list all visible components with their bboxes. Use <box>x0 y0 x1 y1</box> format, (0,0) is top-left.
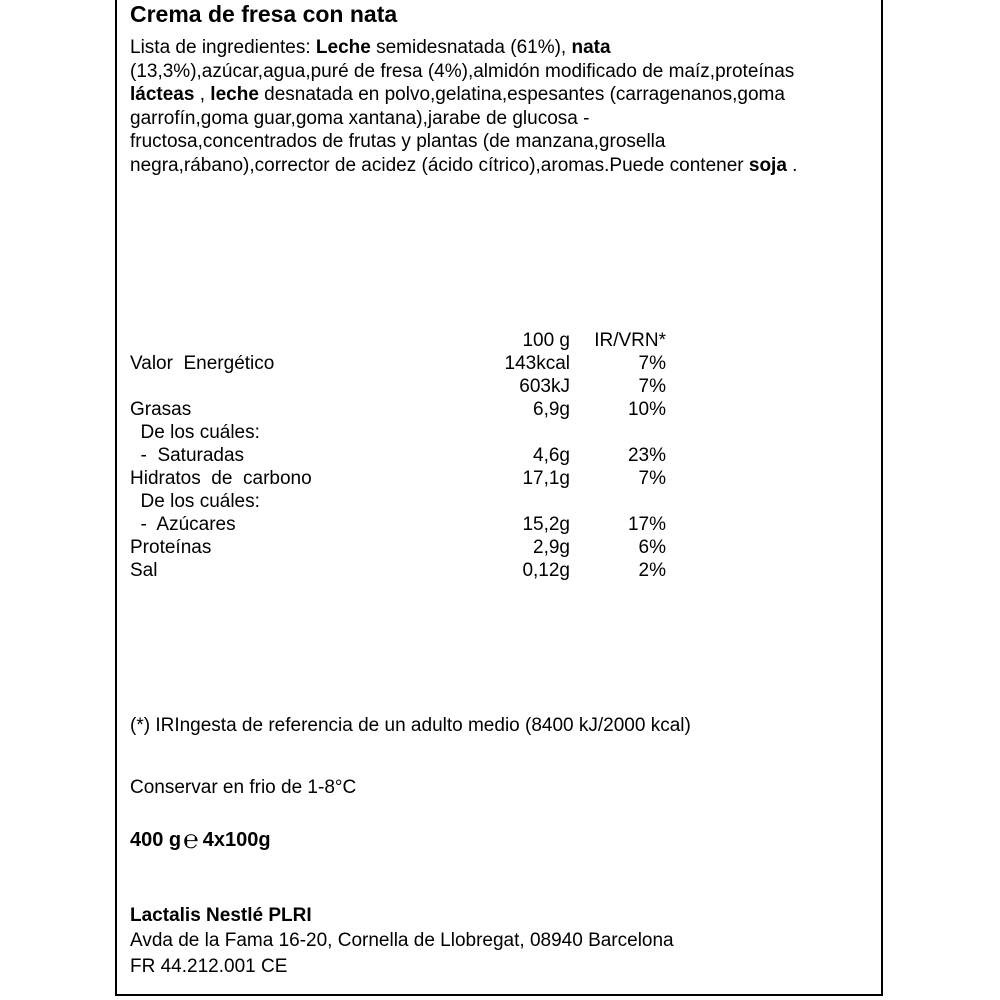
ingredient-text: garrofín,goma guar,goma xantana),jarabe de glucosa - <box>130 107 590 129</box>
nutrient-name: - Azúcares <box>130 514 236 535</box>
allergen-text: soja <box>748 154 787 176</box>
nutrient-amount: 2,9g <box>533 537 570 558</box>
nutrient-name: Sal <box>130 560 158 581</box>
ingredients-line <box>130 60 830 84</box>
nutrient-amount: 143kcal <box>504 353 570 374</box>
nutrient-name: - Saturadas <box>130 445 245 466</box>
net-weight <box>130 824 271 854</box>
nutrient-name: Valor Energético <box>130 353 275 374</box>
ingredient-text: , <box>194 84 211 105</box>
nutrient-name: Hidratos de carbono <box>130 468 312 489</box>
nutrient-ir-percent: 17% <box>627 514 666 535</box>
allergen-text: leche <box>210 84 259 105</box>
nutrient-ir-percent: 7% <box>638 468 666 489</box>
estimated-sign-icon: ℮ <box>183 824 199 854</box>
storage-instructions: Conservar en frio de 1-8°C <box>130 777 357 798</box>
ingredient-text: desnatada en polvo,gelatina,espesantes (carragenanos,goma <box>258 84 785 105</box>
ingredients-list <box>130 36 830 177</box>
nutrition-header-per-100g: 100 g <box>522 330 570 351</box>
nutrition-header-ir-vrn: IR/VRN* <box>594 330 666 351</box>
product-title: Crema de fresa con nata <box>130 1 398 27</box>
nutrient-amount: 15,2g <box>522 514 570 535</box>
nutrient-amount: 4,6g <box>533 445 570 466</box>
allergen-text: lácteas <box>130 84 195 105</box>
ingredients-line <box>130 154 830 178</box>
manufacturer-address: Avda de la Fama 16-20, Cornella de Llobregat, 08940 Barcelona <box>130 930 674 951</box>
ingredients-line <box>130 130 830 154</box>
reference-intake-footnote: (*) IRIngesta de referencia de un adulto medio (8400 kJ/2000 kcal) <box>130 715 691 736</box>
nutrient-amount: 0,12g <box>522 560 570 581</box>
nutrient-amount: 6,9g <box>533 399 570 420</box>
nutrient-ir-percent: 10% <box>627 399 666 420</box>
ingredient-text: fructosa,concentrados de frutas y plantas (de manzana,grosella <box>130 131 666 152</box>
ingredients-line <box>130 36 830 60</box>
ingredient-text: negra,rábano),corrector de acidez (ácido cítrico),aromas.Puede contener <box>130 154 749 176</box>
nutrient-name: De los cuáles: <box>130 491 260 512</box>
nutrient-ir-percent: 7% <box>638 376 666 397</box>
nutrient-name: Grasas <box>130 399 192 420</box>
ingredients-line <box>130 83 830 107</box>
allergen-text: Leche <box>315 37 371 58</box>
ingredient-text: (13,3%),azúcar,agua,puré de fresa (4%),almidón modificado de maíz,proteínas <box>130 60 795 82</box>
nutrient-ir-percent: 7% <box>638 353 666 374</box>
manufacturer-name: Lactalis Nestlé PLRI <box>130 905 312 926</box>
ingredient-text: Lista de ingredientes: <box>130 37 316 58</box>
health-mark-code: FR 44.212.001 CE <box>130 956 288 977</box>
ingredients-line <box>130 107 830 131</box>
nutrient-ir-percent: 23% <box>627 445 666 466</box>
ingredient-text: . <box>786 154 798 176</box>
net-weight-value: 400 g <box>130 829 182 851</box>
nutrient-name: Proteínas <box>130 537 212 558</box>
net-weight-units: 4x100g <box>202 829 271 851</box>
ingredient-text: semidesnatada (61%), <box>370 37 572 58</box>
allergen-text: nata <box>571 37 611 58</box>
nutrient-amount: 17,1g <box>522 468 570 489</box>
nutrient-ir-percent: 2% <box>638 560 666 581</box>
nutrient-amount: 603kJ <box>519 376 570 397</box>
nutrient-ir-percent: 6% <box>638 537 666 558</box>
nutrient-name: De los cuáles: <box>130 422 260 443</box>
